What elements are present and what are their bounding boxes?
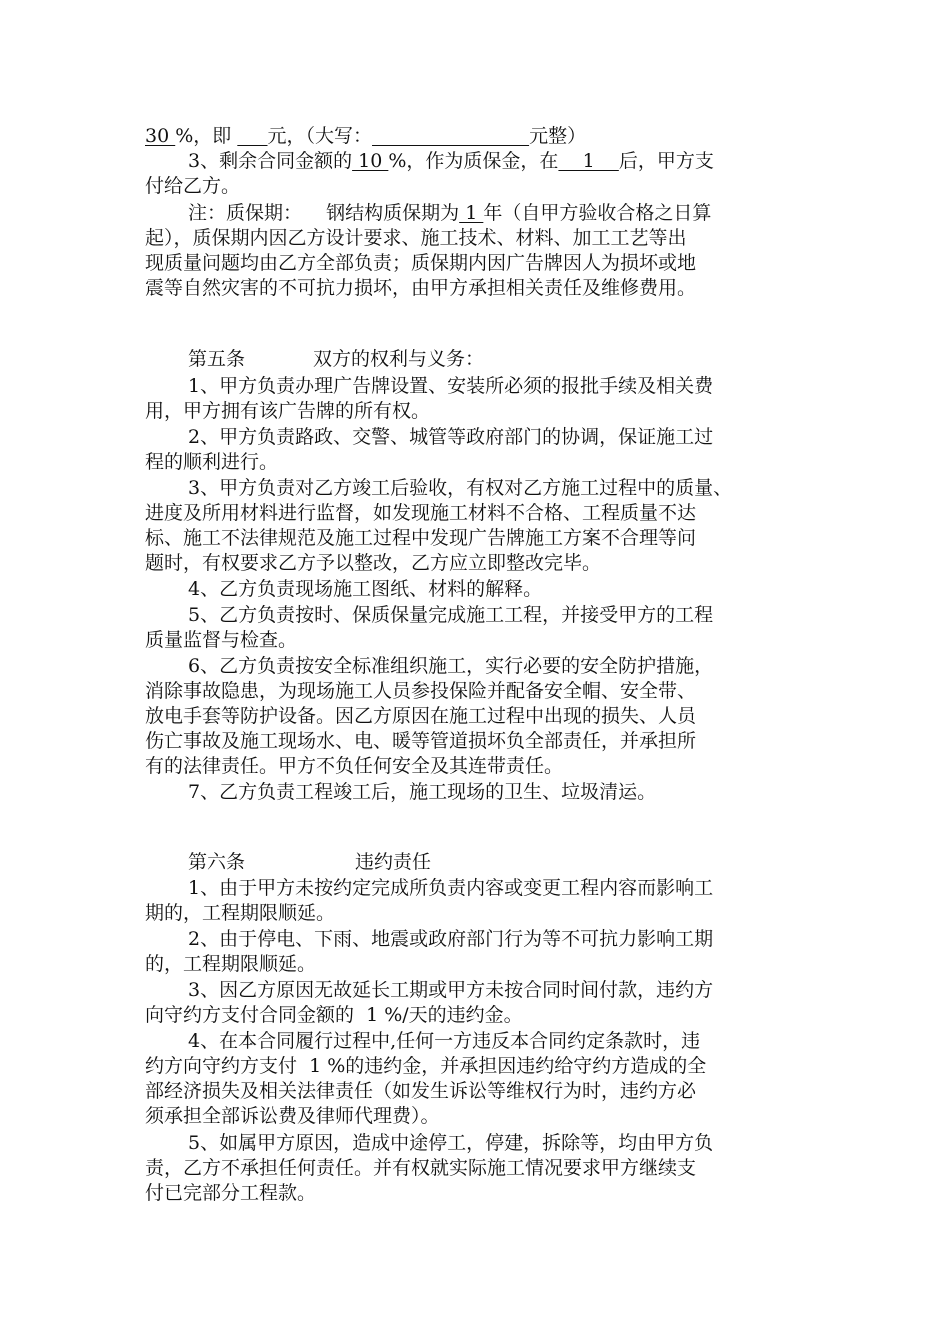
article-5-line: 用，甲方拥有该广告牌的所有权。: [145, 400, 431, 422]
amount-words-blank: [372, 125, 529, 147]
article-5-line: 有的法律责任。甲方不负任何安全及其连带责任。: [145, 755, 564, 777]
retention-time-blank: 1: [558, 150, 619, 172]
article-6-line: 2、由于停电、下雨、地震或政府部门行为等不可抗力影响工期: [188, 928, 714, 950]
article-6-line: 3、因乙方原因无故延长工期或甲方未按合同时间付款，违约方: [188, 979, 714, 1001]
payment-line-3: 付给乙方。: [145, 175, 241, 197]
article-5-line: 程的顺利进行。: [145, 451, 279, 473]
payment-line-1: 30 %，即 元，（大写： 元整）: [145, 125, 587, 147]
article-5-line: 2、甲方负责路政、交警、城管等政府部门的协调，保证施工过: [188, 426, 714, 448]
article-5-number: 第五条: [188, 348, 246, 370]
article-5-line: 3、甲方负责对乙方竣工后验收，有权对乙方施工过程中的质量、: [188, 477, 733, 499]
article-5-line: 消除事故隐患，为现场施工人员参投保险并配备安全帽、安全带、: [145, 680, 697, 702]
article-6-line: 责，乙方不承担任何责任。并有权就实际施工情况要求甲方继续支: [145, 1157, 697, 1179]
article-6-heading: [188, 850, 431, 874]
article-5-line: 6、乙方负责按安全标准组织施工，实行必要的安全防护措施，: [188, 655, 714, 677]
article-5-line: 标、施工不法律规范及施工过程中发现广告牌施工方案不合理等问: [145, 527, 697, 549]
article-6-line: 向守约方支付合同金额的 1 %/天的违约金。: [145, 1004, 523, 1026]
warranty-year-blank: 1: [459, 202, 484, 224]
warranty-note-line-2: 起），质保期内因乙方设计要求、施工技术、材料、加工工艺等出: [145, 227, 687, 249]
article-5-line: 质量监督与检查。: [145, 629, 298, 651]
article-6-line: 约方向守约方支付 1 %的违约金，并承担因违约给守约方造成的全: [145, 1055, 707, 1077]
warranty-note-line-4: 震等自然灾害的不可抗力损坏，由甲方承担相关责任及维修费用。: [145, 277, 697, 299]
article-6-line: 付已完部分工程款。: [145, 1182, 317, 1204]
article-6-line: 的，工程期限顺延。: [145, 953, 317, 975]
percent-blank: 30: [145, 125, 176, 147]
article-6-line: 5、如属甲方原因，造成中途停工，停建，拆除等，均由甲方负: [188, 1132, 714, 1154]
article-5-line: 5、乙方负责按时、保质保量完成施工工程，并接受甲方的工程: [188, 604, 714, 626]
warranty-note-line-3: 现质量问题均由乙方全部负责；质保期内因广告牌因人为损坏或地: [145, 252, 697, 274]
article-6-line: 须承担全部诉讼费及律师代理费）。: [145, 1105, 440, 1127]
article-5-line: 伤亡事故及施工现场水、电、暖等管道损坏负全部责任，并承担所: [145, 730, 697, 752]
article-5-line: 4、乙方负责现场施工图纸、材料的解释。: [188, 578, 543, 600]
warranty-note-line-1: 注：质保期： 钢结构质保期为 1 年（自甲方验收合格之日算: [188, 202, 712, 224]
article-5-line: 放电手套等防护设备。因乙方原因在施工过程中出现的损失、人员: [145, 705, 697, 727]
article-5-line: 进度及所用材料进行监督，如发现施工材料不合格、工程质量不达: [145, 502, 697, 524]
retention-percent-blank: 10: [352, 150, 389, 172]
article-6-title: 违约责任: [355, 851, 432, 873]
article-5-line: 7、乙方负责工程竣工后，施工现场的卫生、垃圾清运。: [188, 781, 657, 803]
amount-blank: [237, 125, 267, 147]
article-5-line: 题时，有权要求乙方予以整改，乙方应立即整改完毕。: [145, 552, 602, 574]
article-5-line: 1、甲方负责办理广告牌设置、安装所必须的报批手续及相关费: [188, 375, 714, 397]
article-5-heading: [188, 347, 484, 371]
payment-line-2: 3、剩余合同金额的 10 %，作为质保金，在 1 后，甲方支: [188, 150, 714, 172]
article-6-line: 期的，工程期限顺延。: [145, 902, 336, 924]
article-6-line: 4、在本合同履行过程中,任何一方违反本合同约定条款时，违: [188, 1030, 701, 1052]
article-6-line: 1、由于甲方未按约定完成所负责内容或变更工程内容而影响工: [188, 877, 714, 899]
article-5-title: 双方的权利与义务：: [313, 348, 485, 370]
article-6-line: 部经济损失及相关法律责任（如发生诉讼等维权行为时，违约方必: [145, 1080, 697, 1102]
article-6-number: 第六条: [188, 851, 246, 873]
